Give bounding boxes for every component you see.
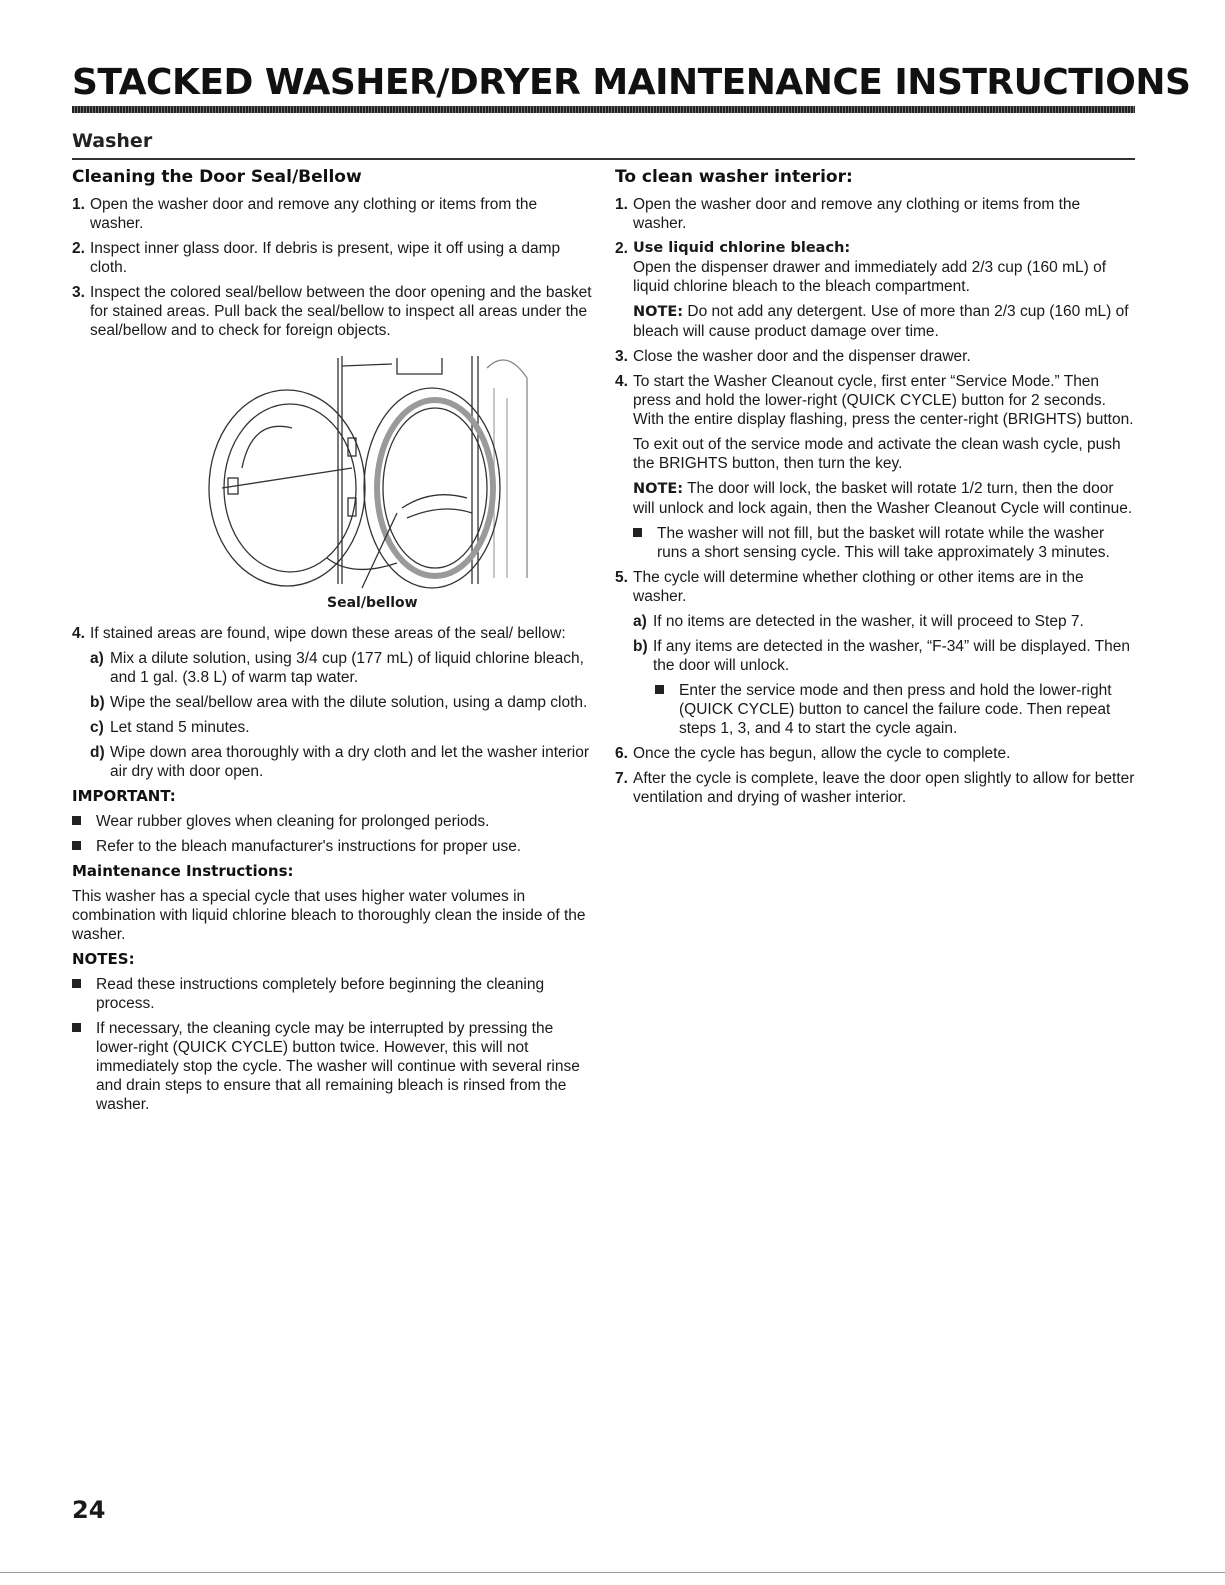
note (633, 302, 1135, 341)
sub-step-letter: d) (90, 744, 105, 761)
bullet-item: Refer to the bleach manufacturer's instructions for proper use. (72, 837, 592, 856)
sub-step-text: If any items are detected in the washer, “F-34” will be displayed. Then the door will unlock. (653, 638, 1131, 674)
door-seal-heading: Cleaning the Door Seal/Bellow (72, 167, 362, 187)
sub-step (90, 693, 592, 712)
note-label: NOTE: (633, 481, 684, 497)
figure-caption: Seal/bellow (327, 595, 418, 611)
sub-step-letter: b) (90, 694, 105, 711)
page-number: 24 (72, 1496, 106, 1524)
step-number: 2. (615, 240, 628, 257)
right-column (615, 166, 1135, 813)
sub-step (90, 649, 592, 687)
sub-step-text: Mix a dilute solution, using 3/4 cup (177 mL) of liquid chlorine bleach, and 1 gal. (3.8 L) of warm tap water. (110, 650, 584, 686)
list-item (72, 239, 592, 277)
note-text: The door will lock, the basket will rotate 1/2 turn, then the door will unlock and lock again, then the Washer Cleanout Cycle will continue. (633, 480, 1133, 517)
step-text: Close the washer door and the dispenser drawer. (633, 348, 971, 365)
page-title: STACKED WASHER/DRYER MAINTENANCE INSTRUCTIONS (72, 62, 1191, 103)
note-text: Do not add any detergent. Use of more than 2/3 cup (160 mL) of bleach will cause product damage over time. (633, 303, 1129, 340)
note-label: NOTE: (633, 304, 684, 320)
list-item (615, 568, 1135, 606)
important-label: IMPORTANT: (72, 787, 176, 805)
list-item (615, 239, 1135, 341)
list-item (72, 283, 592, 340)
step-number: 7. (615, 770, 628, 787)
sub-step-letter: a) (633, 613, 647, 630)
washer-door-illustration (142, 348, 562, 618)
clean-interior-heading: To clean washer interior: (615, 167, 853, 187)
step-number: 5. (615, 569, 628, 586)
bullet-item: Enter the service mode and then press and hold the lower-right (QUICK CYCLE) button to cancel the failure code. Then repeat steps 1, 3, and 4 to start the cycle again. (655, 681, 1135, 738)
step-text: Open the washer door and remove any clothing or items from the washer. (90, 196, 538, 232)
list-item (72, 624, 592, 643)
step-number: 3. (615, 348, 628, 365)
step-text: To start the Washer Cleanout cycle, first enter “Service Mode.” Then press and hold the lower-right (QUICK CYCLE) button for 2 seconds. With the entire display flashing, press the center-right (BRIGHTS) button. (633, 373, 1134, 428)
step-text: Inspect the colored seal/bellow between the door opening and the basket for stained areas. Pull back the seal/bellow to inspect all areas under the seal/bellow and to check for foreign objects. (90, 284, 592, 339)
title-rule (72, 106, 1135, 113)
step-text: Inspect inner glass door. If debris is present, wipe it off using a damp cloth. (90, 240, 561, 276)
notes-label: NOTES: (72, 950, 135, 968)
sub-step-text: Let stand 5 minutes. (110, 719, 250, 736)
bullet-item: If necessary, the cleaning cycle may be interrupted by pressing the lower-right (QUICK CYCLE) button twice. However, this will not immediately stop the cycle. The washer will continue with several rinse and drain steps to ensure that all remaining bleach is rinsed from the washer. (72, 1019, 592, 1114)
sub-step-text: Wipe the seal/bellow area with the dilute solution, using a damp cloth. (110, 694, 588, 711)
step-text: Open the dispenser drawer and immediately add 2/3 cup (160 mL) of liquid chlorine bleach to the bleach compartment. (633, 259, 1107, 295)
sub-step-letter: c) (90, 719, 104, 736)
sub-step (90, 718, 592, 737)
bullet-item: The washer will not fill, but the basket will rotate while the washer runs a short sensing cycle. This will take approximately 3 minutes. (633, 524, 1135, 562)
step-text: After the cycle is complete, leave the door open slightly to allow for better ventilation and drying of washer interior. (633, 770, 1135, 806)
bottom-rule (0, 1572, 1225, 1573)
note (633, 479, 1135, 518)
sub-step-letter: b) (633, 638, 648, 655)
list-item (72, 195, 592, 233)
step-exit-text: To exit out of the service mode and activate the clean wash cycle, push the BRIGHTS button, then turn the key. (633, 436, 1121, 472)
section-title: Washer (72, 130, 153, 152)
sub-step-text: If no items are detected in the washer, it will proceed to Step 7. (653, 613, 1084, 630)
list-item (615, 195, 1135, 233)
bullet-item: Wear rubber gloves when cleaning for prolonged periods. (72, 812, 592, 831)
sub-step (633, 612, 1135, 631)
left-column (72, 166, 592, 1120)
sub-step (633, 637, 1135, 675)
list-item (615, 769, 1135, 807)
step-number: 4. (615, 373, 628, 390)
sub-step-text: Wipe down area thoroughly with a dry cloth and let the washer interior air dry with door open. (110, 744, 590, 780)
section-rule (72, 158, 1135, 160)
step-number: 1. (72, 196, 85, 213)
step-heading: Use liquid chlorine bleach: (633, 240, 851, 256)
sub-step-letter: a) (90, 650, 104, 667)
sub-step (90, 743, 592, 781)
list-item (615, 372, 1135, 562)
step-number: 6. (615, 745, 628, 762)
step-number: 2. (72, 240, 85, 257)
list-item (615, 347, 1135, 366)
step-text: The cycle will determine whether clothing or other items are in the washer. (633, 569, 1084, 605)
bullet-item: Read these instructions completely before beginning the cleaning process. (72, 975, 592, 1013)
washer-drawing (142, 348, 562, 618)
step-number: 1. (615, 196, 628, 213)
step-text: If stained areas are found, wipe down these areas of the seal/ bellow: (90, 625, 566, 642)
step-text: Open the washer door and remove any clothing or items from the washer. (633, 196, 1081, 232)
step-number: 4. (72, 625, 85, 642)
list-item (615, 744, 1135, 763)
maintenance-heading: Maintenance Instructions: (72, 862, 294, 880)
step-text: Once the cycle has begun, allow the cycle to complete. (633, 745, 1011, 762)
step-number: 3. (72, 284, 85, 301)
maintenance-text: This washer has a special cycle that uses higher water volumes in combination with liquid chlorine bleach to thoroughly clean the inside of the washer. (72, 888, 586, 943)
